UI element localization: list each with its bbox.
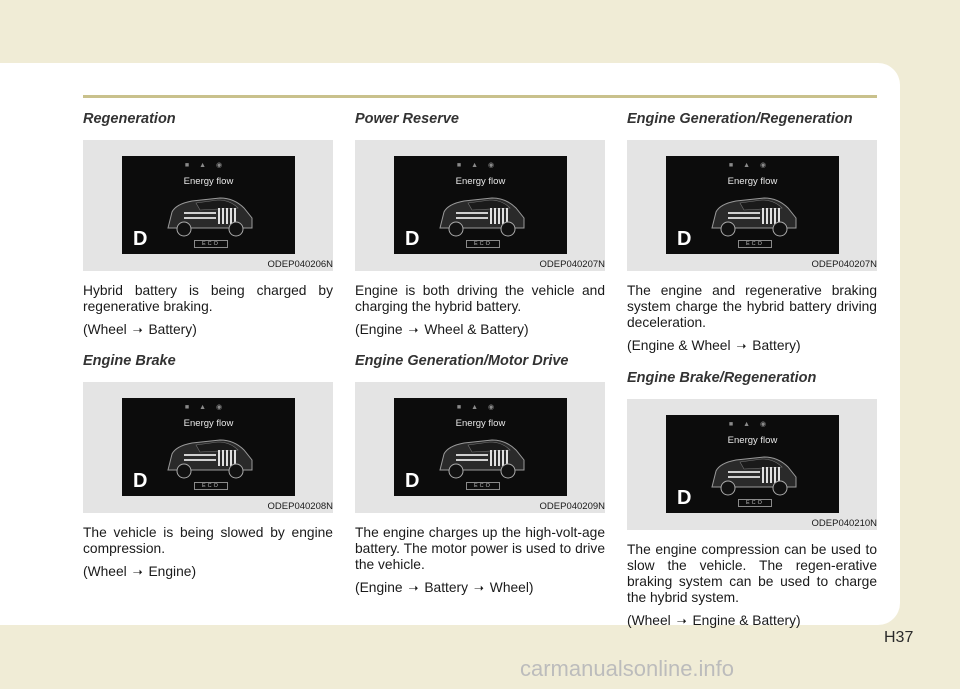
car-silhouette-icon	[434, 188, 529, 240]
arrow-right-icon: ➝	[132, 323, 143, 337]
cluster-screen	[122, 398, 295, 496]
figure-code: ODEP040210N	[811, 518, 877, 529]
screen-title: Energy flow	[727, 435, 778, 446]
car-icon: ■	[728, 162, 744, 169]
car-icon: ■	[728, 421, 744, 428]
flow-item: Battery	[752, 338, 797, 353]
eco-indicator: ECO	[738, 240, 772, 248]
settings-icon: ◉	[760, 162, 777, 169]
warning-icon: ▲	[471, 404, 489, 411]
screen-title: Energy flow	[455, 176, 506, 187]
column-1	[83, 108, 333, 581]
flow-line: (Engine ➝ Wheel & Battery)	[355, 322, 529, 337]
car-icon: ■	[456, 162, 472, 169]
screen-icon-row	[394, 161, 567, 169]
arrow-right-icon: ➝	[736, 339, 747, 353]
section-engine-brake-regeneration	[627, 367, 877, 630]
eco-indicator: ECO	[194, 240, 228, 248]
section-body: The engine and regenerative braking system charge the hybrid battery driving deceleration.	[627, 283, 877, 330]
energy-flow-figure	[627, 399, 877, 530]
section-body: The vehicle is being slowed by engine compression.	[83, 525, 333, 556]
car-icon: ■	[184, 162, 200, 169]
screen-icon-row	[666, 420, 839, 428]
car-icon: ■	[456, 404, 472, 411]
screen-title: Energy flow	[183, 418, 234, 429]
figure-code: ODEP040209N	[539, 501, 605, 512]
eco-indicator: ECO	[466, 482, 500, 490]
energy-flow-figure	[355, 140, 605, 271]
gear-indicator: D	[677, 487, 692, 509]
section-title: Engine Generation/Regeneration	[627, 111, 853, 127]
section-title: Regeneration	[83, 111, 176, 127]
flow-line: (Wheel ➝ Engine & Battery)	[627, 613, 801, 628]
cluster-screen	[394, 156, 567, 254]
page-number: H37	[884, 629, 914, 646]
top-rule	[83, 95, 877, 98]
section-title: Engine Generation/Motor Drive	[355, 353, 569, 369]
cluster-screen	[666, 415, 839, 513]
warning-icon: ▲	[199, 162, 217, 169]
screen-title: Energy flow	[183, 176, 234, 187]
section-engine-generation-motor-drive	[355, 350, 605, 597]
flow-item: Wheel	[489, 580, 529, 595]
flow-item: Engine	[359, 580, 403, 595]
gear-indicator: D	[677, 228, 692, 250]
section-regeneration	[83, 108, 333, 339]
arrow-right-icon: ➝	[676, 614, 687, 628]
flow-line: (Wheel ➝ Battery)	[83, 322, 197, 337]
section-power-reserve	[355, 108, 605, 339]
screen-title: Energy flow	[727, 176, 778, 187]
screen-icon-row	[122, 161, 295, 169]
flow-item: Battery	[148, 322, 193, 337]
figure-code: ODEP040207N	[811, 259, 877, 270]
arrow-right-icon: ➝	[132, 565, 143, 579]
energy-flow-figure	[83, 140, 333, 271]
column-3	[627, 108, 877, 630]
settings-icon: ◉	[488, 404, 505, 411]
cluster-screen	[394, 398, 567, 496]
warning-icon: ▲	[199, 404, 217, 411]
flow-item: Engine & Wheel	[631, 338, 731, 353]
section-body: The engine charges up the high-volt-age battery. The motor power is used to drive the vehicle.	[355, 525, 605, 572]
gear-indicator: D	[133, 228, 148, 250]
screen-title: Energy flow	[455, 418, 506, 429]
section-title: Power Reserve	[355, 111, 459, 127]
arrow-right-icon: ➝	[408, 323, 419, 337]
arrow-right-icon: ➝	[473, 581, 484, 595]
flow-line: (Engine & Wheel ➝ Battery)	[627, 338, 801, 353]
car-silhouette-icon	[434, 430, 529, 482]
energy-flow-figure	[83, 382, 333, 513]
energy-flow-figure	[355, 382, 605, 513]
eco-indicator: ECO	[194, 482, 228, 490]
flow-line: (Engine ➝ Battery ➝ Wheel)	[355, 580, 534, 595]
section-title: Engine Brake/Regeneration	[627, 370, 817, 386]
flow-item: Engine	[359, 322, 403, 337]
cluster-screen	[122, 156, 295, 254]
flow-item: Wheel	[87, 322, 127, 337]
warning-icon: ▲	[471, 162, 489, 169]
section-body: Engine is both driving the vehicle and charging the hybrid battery.	[355, 283, 605, 314]
screen-icon-row	[666, 161, 839, 169]
section-engine-brake	[83, 350, 333, 581]
flow-item: Engine	[148, 564, 192, 579]
eco-indicator: ECO	[738, 499, 772, 507]
figure-code: ODEP040208N	[267, 501, 333, 512]
flow-line: (Wheel ➝ Engine)	[83, 564, 197, 579]
settings-icon: ◉	[488, 162, 505, 169]
gear-indicator: D	[133, 470, 148, 492]
flow-item: Engine & Battery	[692, 613, 797, 628]
column-2	[355, 108, 605, 597]
screen-icon-row	[122, 403, 295, 411]
flow-item: Wheel	[631, 613, 671, 628]
figure-code: ODEP040207N	[539, 259, 605, 270]
eco-indicator: ECO	[466, 240, 500, 248]
car-silhouette-icon	[706, 188, 801, 240]
settings-icon: ◉	[216, 162, 233, 169]
car-icon: ■	[184, 404, 200, 411]
watermark: carmanualsonline.info	[520, 656, 735, 681]
flow-item: Wheel & Battery	[424, 322, 525, 337]
arrow-right-icon: ➝	[408, 581, 419, 595]
settings-icon: ◉	[216, 404, 233, 411]
warning-icon: ▲	[743, 421, 761, 428]
section-body: The engine compression can be used to slow the vehicle. The regen-erative braking system can be used to charge the hybrid system.	[627, 542, 877, 605]
section-title: Engine Brake	[83, 353, 176, 369]
flow-item: Wheel	[87, 564, 127, 579]
car-silhouette-icon	[162, 188, 257, 240]
section-engine-generation-regeneration	[627, 108, 877, 355]
energy-flow-figure	[627, 140, 877, 271]
flow-item: Battery	[424, 580, 469, 595]
gear-indicator: D	[405, 470, 420, 492]
figure-code: ODEP040206N	[267, 259, 333, 270]
section-body: Hybrid battery is being charged by regenerative braking.	[83, 283, 333, 314]
gear-indicator: D	[405, 228, 420, 250]
car-silhouette-icon	[162, 430, 257, 482]
cluster-screen	[666, 156, 839, 254]
settings-icon: ◉	[760, 421, 777, 428]
warning-icon: ▲	[743, 162, 761, 169]
car-silhouette-icon	[706, 447, 801, 499]
screen-icon-row	[394, 403, 567, 411]
